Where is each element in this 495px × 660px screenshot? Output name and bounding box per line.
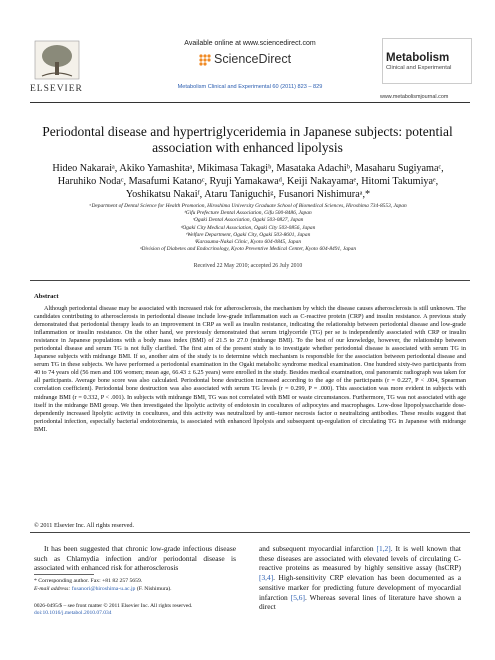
header-divider — [30, 102, 470, 103]
affiliation: ᵃDepartment of Dental Science for Health Promotion, Hiroshima University Graduate School of Biomedical Sciences, Hiroshima 734-8553, Japan — [89, 203, 407, 209]
corresponding-author-fax: * Corresponding author. Fax: +81 82 257 5659. — [34, 578, 143, 584]
sciencedirect-logo-icon — [198, 53, 212, 67]
citation-link[interactable]: [3,4] — [259, 573, 274, 583]
journal-citation[interactable]: Metabolism Clinical and Experimental 60 (2011) 823 – 829 — [177, 84, 323, 90]
journal-url[interactable]: www.metabolismjournal.com — [380, 94, 449, 100]
corresponding-author-footnote — [34, 578, 244, 593]
affiliation: ᵍDivision of Diabetes and Endocrinology, Kyoto Preventive Medical Center, Kyoto 604-8491, Japan — [139, 246, 357, 253]
article-title: Periodontal disease and hypertriglyceridemia in Japanese subjects: potential association with enhanced lipolysis — [42, 124, 453, 155]
abstract-heading: Abstract — [34, 293, 59, 300]
available-online-text: Available online at www.sciencedirect.com — [184, 40, 316, 47]
citation-link[interactable]: [5,6] — [290, 592, 305, 602]
intro-text: . Whereas several lines of literature have shown a direct — [259, 592, 461, 612]
intro-text: . It is well known that these diseases are associated with elevated levels of circulating C-reactive proteins as measured by highly sensitive assay (hsCRP) — [259, 544, 461, 573]
affiliation: ᶜOgaki Dental Association, Ogaki 503-0827, Japan — [192, 217, 304, 224]
author-line: Hideo Nakaraiᵃ, Akiko Yamashitaᵃ, Mikimasa Takagiᵇ, Masataka Adachiᵇ, Masaharu Sugiyamaᶜ, — [52, 163, 444, 174]
intro-text: . High-sensitivity CRP elevation has been documented as a sensitive marker for predicting future development of myocardial infarction — [259, 573, 461, 602]
affiliation: ᵇGifu Prefecture Dental Association, Gifu 500-8486, Japan — [184, 210, 312, 217]
issn-doi-block — [34, 603, 244, 617]
received-dates: Received 22 May 2010; accepted 26 July 2010 — [193, 263, 303, 269]
elsevier-tree-logo-icon — [34, 40, 80, 80]
affiliation: ᵈOgaki City Medical Association, Ogaki City 503-0856, Japan — [180, 224, 316, 231]
intro-text: and subsequent myocardial infarction — [259, 544, 377, 553]
author-line: Haruhiko Nodaᶜ, Masafumi Katanoᶜ, Ryuji Yamakawaᵈ, Keiji Nakayamaᵉ, Hitomi Takumiyaᵉ, — [57, 176, 439, 187]
email-owner: (F. Nishimura). — [135, 585, 172, 592]
affiliation: ᵉWelfare Department, Ogaki City, Ogaki 503-8601, Japan — [185, 231, 311, 238]
footnote-divider — [34, 574, 94, 575]
affiliation: ᶠKarasuma-Nakai Clinic, Kyoto 604-0845, Japan — [194, 239, 302, 246]
email-line — [34, 586, 244, 594]
author-list — [28, 162, 468, 201]
intro-column-right — [259, 544, 461, 612]
journal-header — [0, 0, 495, 118]
citation-link[interactable]: [1,2] — [376, 544, 391, 553]
email-link[interactable]: fusanori@hiroshima-u.ac.jp — [71, 585, 136, 592]
issn-line: 0026-0495/$ – see front matter © 2011 Elsevier Inc. All rights reserved. — [34, 603, 193, 609]
author-line: Yoshikatsu Nakaiᶠ, Ataru Taniguchiᵍ, Fusanori Nishimuraᵃ,* — [125, 189, 371, 200]
abstract-bottom-divider — [30, 532, 470, 533]
affiliation-list — [28, 203, 468, 253]
intro-column-left: It has been suggested that chronic low-grade infectious disease such as Chlamydia infection and/or periodontal disease is associated with enhanced risk for atherosclerosis — [34, 544, 236, 573]
journal-name: Metabolism — [386, 52, 450, 64]
doi-link[interactable]: doi:10.1016/j.metabol.2010.07.034 — [34, 610, 112, 617]
sciencedirect-wordmark: ScienceDirect — [214, 52, 292, 66]
publisher-name: ELSEVIER — [30, 84, 83, 94]
abstract-body: Although periodontal disease may be associated with increased risk for atherosclerosis, the mechanism by which the disease causes atherosclerosis is still unknown. The candidates contributing to atherosclerosis in periodontal disease include low-grade inflammation such as C-reactive protein (CRP) and insulin resistance. A previous study demonstrated that periodontal therapy leads to an improvement in CRP as well as insulin resistance, indicating the relationship between periodontal disease and low-grade inflammation or insulin resistance. On the other hand, we previously demonstrated that serum triglyceride (TG) per se is independently associated with CRP or insulin resistance in Japanese populations with a body mass index (BMI) of 21.5 to 27.0 (midrange BMI). To the best of our knowledge, however, the relationship between periodontal disease and serum TG is not fully clarified. The first aim of the present study is to investigate whether periodontal disease is associated with serum TG in Japanese subjects with midrange BMI. If so, another aim of the study is to determine which mechanism is responsible for the association between periodontal disease and serum TG in these subjects. We have performed a periodontal examination in the Ogaki metabolic syndrome medical examination. One hundred sixty-two participants from 40 to 74 years old (56 men and 106 women; mean age, 66.43 ± 6.25 years) were enrolled in the study. Besides medical examination, oral panoramic radiograph was taken for all participants. Average bone score was also calculated. Periodontal bone destruction increased according to the age of the participants (r = 0.227, P < .004, Spearman correlation coefficient). Periodontal bone destruction was also associated with serum TG levels (r = 0.299, P = .000). This association was more evident in subjects with midrange BMI (r = 0.332, P < .001). In subjects with midrange BMI, TG was not correlated with BMI or waste circumstances. Furthermore, TG was not associated with age itself in the midrange BMI group. We then investigated the lipolytic activity of endotoxin in cocultures of adipocytes and macrophages. Low-dose lipopolysaccharide dose-dependently increased lipolytic activity in cocultures, and this activity was neutralized by anti–tumor necrosis factor α neutralizing antibodies. These results suggest that periodontal infection, especially bacterial endotoxinemia, is associated with enhanced lipolysis and subsequent up-regulation of circulating TG in Japanese with midrange BMI. — [34, 305, 466, 433]
journal-subtitle: Clinical and Experimental — [386, 65, 452, 71]
abstract-top-divider — [30, 280, 470, 281]
email-label: E-mail address: — [34, 585, 72, 592]
copyright-notice: © 2011 Elsevier Inc. All rights reserved. — [34, 522, 135, 529]
